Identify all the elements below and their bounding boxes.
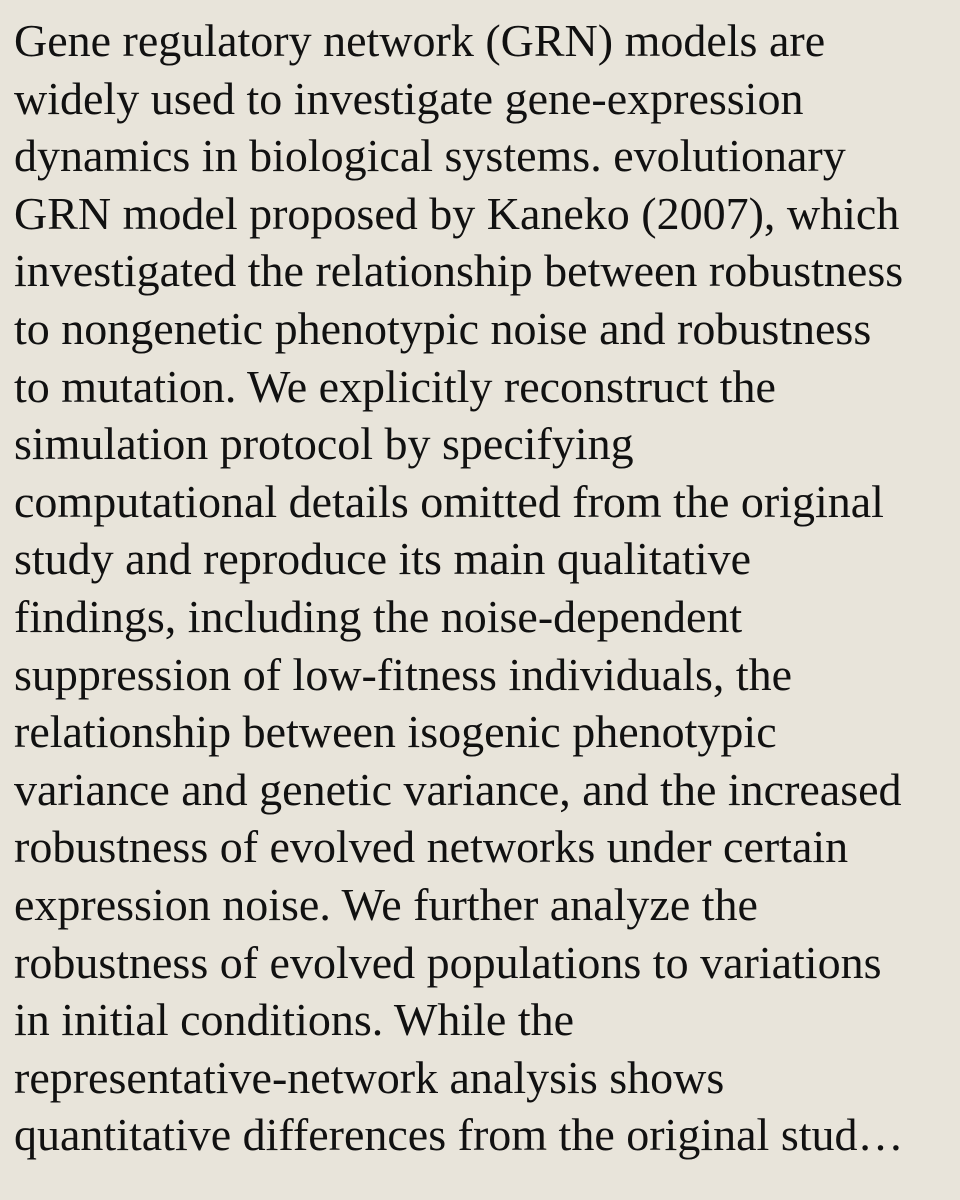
text-line: study and reproduce its main qualitative — [14, 533, 752, 585]
text-line: to nongenetic phenotypic noise and robustness — [14, 302, 872, 354]
text-line: GRN model proposed by Kaneko (2007), which — [14, 187, 900, 239]
text-line: relationship between isogenic phenotypic — [14, 706, 777, 758]
text-line: representative-network analysis shows — [14, 1051, 725, 1103]
text-line: investigated the relationship between robustness — [14, 245, 904, 297]
text-line: variance and genetic variance, and the increased — [14, 763, 902, 815]
text-line: findings, including the noise-dependent — [14, 590, 743, 642]
text-line: suppression of low-fitness individuals, the — [14, 648, 793, 700]
text-line: widely used to investigate gene-expression — [14, 72, 804, 124]
text-line: robustness of evolved populations to variations — [14, 936, 882, 988]
text-line: in initial conditions. While the — [14, 994, 575, 1046]
abstract-text — [14, 12, 946, 1164]
text-line: robustness of evolved networks under certain — [14, 821, 849, 873]
text-line: Gene regulatory network (GRN) models are — [14, 15, 826, 66]
text-line: computational details omitted from the original — [14, 475, 884, 527]
text-line: to mutation. We explicitly reconstruct the — [14, 360, 776, 412]
text-line: simulation protocol by specifying — [14, 418, 634, 470]
text-line: expression noise. We further analyze the — [14, 878, 758, 930]
text-line: dynamics in biological systems. evolutionary — [14, 130, 846, 182]
text-line: quantitative differences from the original stud… — [14, 1109, 904, 1161]
